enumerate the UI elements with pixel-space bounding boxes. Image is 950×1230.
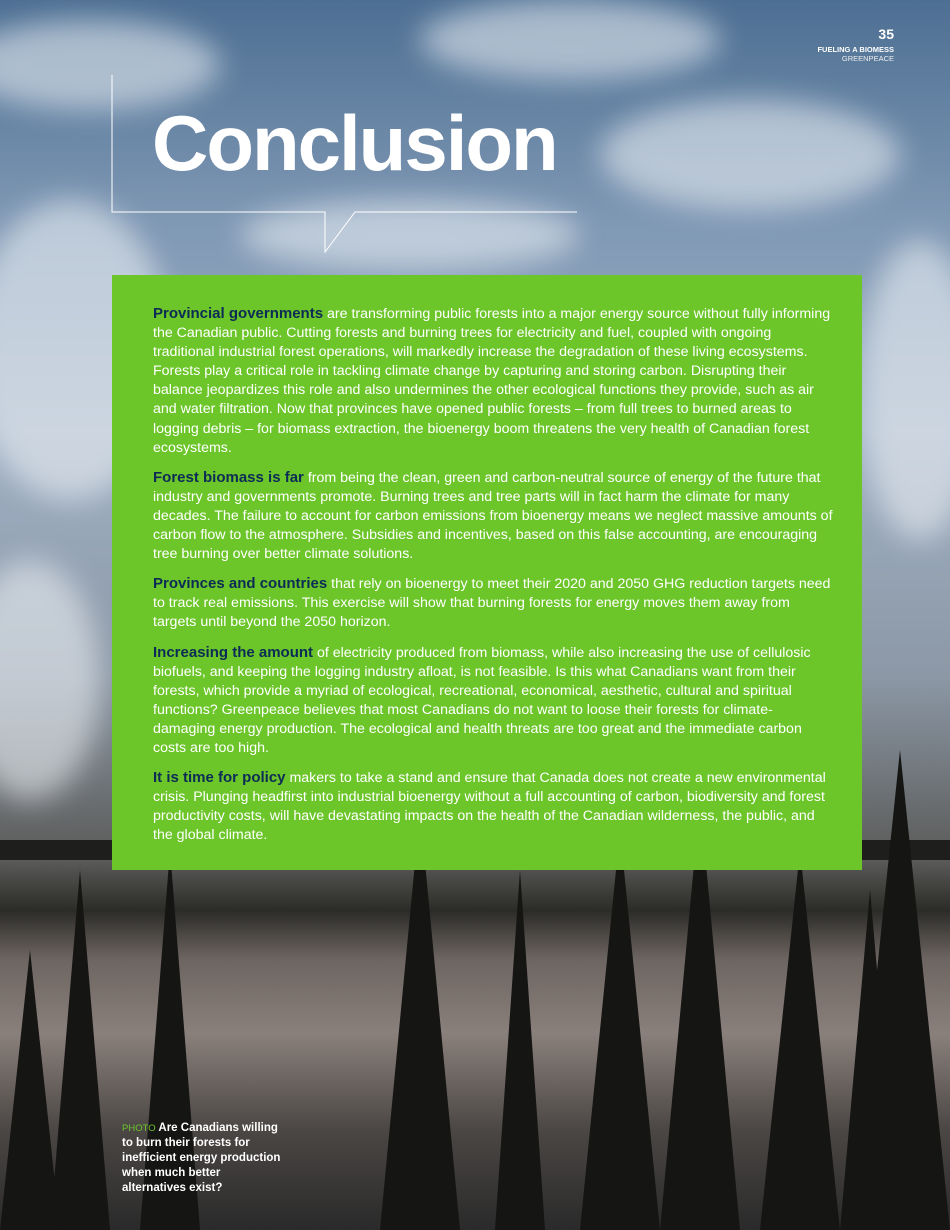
paragraph-text: of electricity produced from biomass, while also increasing the use of cellulosic biofuels, and keeping the logging industry afloat, is not feasible. Is this what Canadians want from their forests, which provide a myriad of ecological, recreational, economical, aesthetic, cultural and spiritual functions? Greenpeace believes that most Canadians do not want to loose their forests for climate-damaging energy production. The ecological and health threats are too great and the immediate carbon costs are too high. [153, 644, 811, 756]
lead-in: It is time for policy [153, 769, 286, 787]
caption-label: PHOTO [122, 1123, 156, 1134]
lead-in: Forest biomass is far [153, 468, 304, 486]
paragraph [153, 768, 833, 845]
photo-caption [122, 1121, 282, 1196]
paragraph [153, 468, 833, 564]
page-number: 35 [878, 26, 894, 42]
lead-in: Provinces and countries [153, 575, 328, 593]
conclusion-panel [112, 275, 862, 870]
paragraph-text: that rely on bioenergy to meet their 2020 and 2050 GHG reduction targets need to track real emissions. This exercise will show that burning forests for energy moves them away from targets until beyond the 2050 horizon. [153, 576, 831, 631]
paragraph-text: from being the clean, green and carbon-neutral source of energy of the future that industry and governments promote. Burning trees and tree parts will in fact harm the climate for many decades. The failure to account for carbon emissions from bioenergy means we neglect massive amounts of carbon flow to the atmosphere. Subsidies and incentives, based on this false accounting, are encouraging tree burning over better climate solutions. [153, 469, 833, 563]
page-title: Conclusion [152, 99, 557, 187]
running-title: FUELING A BIOMESS [817, 45, 894, 54]
publisher: GREENPEACE [841, 54, 894, 63]
paragraph-text: makers to take a stand and ensure that Canada does not create a new environmental crisis. Plunging headfirst into industrial bioenergy without a full accounting of carbon, biodiversity and forest productivity costs, will have devastating impacts on the health of the Canadian wilderness, the public, and the global climate. [153, 770, 826, 844]
caption-text: Are Canadians willing to burn their forests for inefficient energy production when much better alternatives exist? [122, 1122, 281, 1194]
paragraph [153, 304, 833, 458]
paragraph [153, 643, 833, 759]
paragraph [153, 574, 833, 632]
paragraph-text: are transforming public forests into a major energy source without fully informing the Canadian public. Cutting forests and burning trees for electricity and fuel, coupled with ongoing traditional industrial forest operations, will markedly increase the degradation of these living ecosystems. Forests play a critical role in tackling climate change by capturing and storing carbon. Disrupting their balance jeopardizes this role and also undermines the other ecological functions they provide, such as air and water filtration. Now that provinces have opened public forests – from full trees to burned areas to logging debris – for biomass extraction, the bioenergy boom threatens the very health of Canadian forest ecosystems. [153, 306, 831, 456]
lead-in: Increasing the amount [153, 643, 314, 661]
lead-in: Provincial governments [153, 305, 324, 322]
